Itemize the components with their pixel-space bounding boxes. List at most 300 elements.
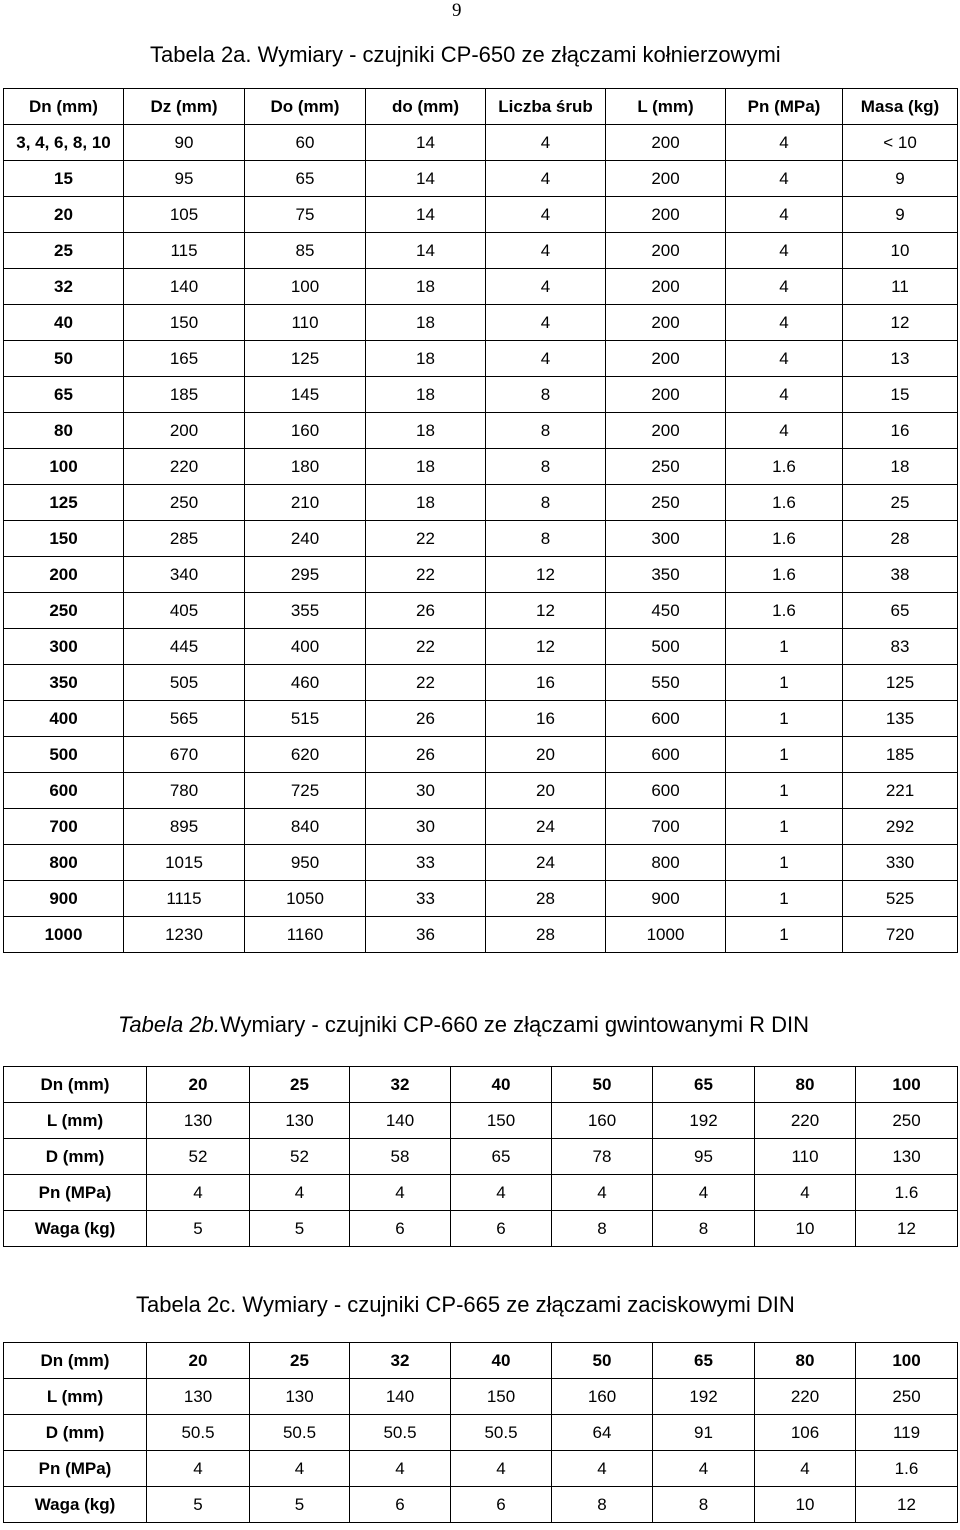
table-cell: 8: [486, 449, 606, 485]
table-cell: 18: [366, 413, 486, 449]
table-row: [4, 881, 958, 917]
table-cell: 6: [350, 1487, 451, 1523]
table-row: [4, 593, 958, 629]
table-cell: 220: [124, 449, 245, 485]
table-cell: 8: [653, 1211, 755, 1247]
table-cell: 80: [755, 1343, 856, 1379]
table-cell: Pn (MPa): [4, 1451, 147, 1487]
table-cell: 460: [245, 665, 366, 701]
table-cell: 50.5: [451, 1415, 552, 1451]
table-cell: 1: [726, 881, 843, 917]
table-cell: 200: [606, 377, 726, 413]
table-cell: 12: [486, 593, 606, 629]
table-cell: 80: [755, 1067, 856, 1103]
table-cell: 16: [843, 413, 958, 449]
table-cell: 840: [245, 809, 366, 845]
table-cell: 8: [552, 1211, 653, 1247]
table-cell: 26: [366, 593, 486, 629]
table-cell: 405: [124, 593, 245, 629]
table-cell: 9: [843, 197, 958, 233]
table-row: [4, 377, 958, 413]
table-cell: 192: [653, 1379, 755, 1415]
table-cell: 4: [486, 233, 606, 269]
table-cell: 125: [245, 341, 366, 377]
table-cell: 8: [486, 377, 606, 413]
table-cell: 185: [124, 377, 245, 413]
table-cell: 1.6: [856, 1451, 958, 1487]
table-cell: 4: [486, 341, 606, 377]
table-cell: 4: [147, 1175, 250, 1211]
table-cell: 18: [366, 341, 486, 377]
table-cell: 18: [843, 449, 958, 485]
table-cell: 50.5: [350, 1415, 451, 1451]
table-cell: Waga (kg): [4, 1487, 147, 1523]
table-cell: 3, 4, 6, 8, 10: [4, 125, 124, 161]
table-row: [4, 449, 958, 485]
table-cell: 150: [451, 1379, 552, 1415]
table-row: [4, 737, 958, 773]
table-cell: 200: [606, 233, 726, 269]
table-a: [3, 88, 958, 953]
table-cell: 250: [124, 485, 245, 521]
table-cell: 32: [4, 269, 124, 305]
table-cell: 6: [451, 1211, 552, 1247]
table-cell: 1.6: [726, 449, 843, 485]
table-cell: 200: [606, 341, 726, 377]
table-cell: 725: [245, 773, 366, 809]
table-cell: 4: [486, 161, 606, 197]
table-cell: 160: [552, 1379, 653, 1415]
table-row: [4, 269, 958, 305]
table-cell: 200: [606, 125, 726, 161]
table-cell: 22: [366, 557, 486, 593]
table-a-header-cell: L (mm): [606, 89, 726, 125]
table-cell: 900: [4, 881, 124, 917]
table-cell: 140: [350, 1379, 451, 1415]
table-row: [4, 1487, 958, 1523]
table-cell: 20: [486, 737, 606, 773]
table-a-header-cell: Dn (mm): [4, 89, 124, 125]
table-cell: 100: [4, 449, 124, 485]
table-cell: 26: [366, 701, 486, 737]
table-cell: 4: [350, 1451, 451, 1487]
table-cell: 13: [843, 341, 958, 377]
table-row: [4, 701, 958, 737]
table-cell: 4: [250, 1451, 350, 1487]
table-cell: 285: [124, 521, 245, 557]
table-cell: 28: [843, 521, 958, 557]
table-cell: 4: [451, 1451, 552, 1487]
table-cell: 4: [552, 1451, 653, 1487]
table-cell: 780: [124, 773, 245, 809]
table-cell: 50: [4, 341, 124, 377]
table-cell: 33: [366, 881, 486, 917]
table-cell: 1015: [124, 845, 245, 881]
table-cell: 4: [726, 377, 843, 413]
table-cell: 130: [147, 1103, 250, 1139]
table-cell: 1000: [4, 917, 124, 953]
table-cell: 1: [726, 629, 843, 665]
table-cell: 1: [726, 809, 843, 845]
table-cell: 4: [726, 341, 843, 377]
table-cell: L (mm): [4, 1103, 147, 1139]
table-cell: 250: [4, 593, 124, 629]
table-a-header-row: [4, 89, 958, 125]
table-cell: 95: [124, 161, 245, 197]
table-cell: 4: [726, 233, 843, 269]
table-cell: 4: [486, 197, 606, 233]
table-cell: 15: [4, 161, 124, 197]
table-cell: 130: [147, 1379, 250, 1415]
table-cell: 720: [843, 917, 958, 953]
table-cell: 91: [653, 1415, 755, 1451]
table-cell: 6: [451, 1487, 552, 1523]
table-cell: 145: [245, 377, 366, 413]
table-cell: 4: [726, 125, 843, 161]
table-cell: D (mm): [4, 1139, 147, 1175]
table-cell: 1: [726, 845, 843, 881]
table-b-body: [4, 1067, 958, 1247]
table-row: [4, 845, 958, 881]
table-cell: Pn (MPa): [4, 1175, 147, 1211]
table-cell: 18: [366, 269, 486, 305]
table-cell: 4: [726, 305, 843, 341]
table-cell: 200: [606, 269, 726, 305]
table-cell: 1.6: [726, 557, 843, 593]
table-cell: 125: [843, 665, 958, 701]
table-cell: 40: [451, 1067, 552, 1103]
table-cell: 1: [726, 773, 843, 809]
table-cell: 1160: [245, 917, 366, 953]
table-cell: 11: [843, 269, 958, 305]
table-row: [4, 125, 958, 161]
table-cell: 200: [606, 161, 726, 197]
table-cell: 900: [606, 881, 726, 917]
table-cell: 50.5: [250, 1415, 350, 1451]
table-cell: 22: [366, 629, 486, 665]
table-row: [4, 1415, 958, 1451]
table-cell: 65: [843, 593, 958, 629]
table-cell: 20: [147, 1343, 250, 1379]
table-cell: 33: [366, 845, 486, 881]
table-cell: 20: [147, 1067, 250, 1103]
table-cell: Waga (kg): [4, 1211, 147, 1247]
table-cell: 130: [250, 1379, 350, 1415]
table-cell: 12: [486, 557, 606, 593]
table-b-caption-label: Tabela 2b.: [118, 1012, 220, 1037]
table-cell: 65: [245, 161, 366, 197]
table-a-header-cell: Dz (mm): [124, 89, 245, 125]
table-a-header-cell: Do (mm): [245, 89, 366, 125]
table-cell: 400: [245, 629, 366, 665]
table-cell: 620: [245, 737, 366, 773]
table-cell: 220: [755, 1379, 856, 1415]
table-c: [3, 1342, 958, 1523]
table-cell: 52: [250, 1139, 350, 1175]
table-row: [4, 305, 958, 341]
page-number: 9: [452, 0, 462, 21]
table-cell: 400: [4, 701, 124, 737]
table-row: [4, 1175, 958, 1211]
table-cell: 5: [147, 1487, 250, 1523]
table-cell: 50: [552, 1343, 653, 1379]
table-b: [3, 1066, 958, 1247]
table-cell: 60: [245, 125, 366, 161]
table-cell: 130: [856, 1139, 958, 1175]
table-cell: 1.6: [856, 1175, 958, 1211]
table-cell: 340: [124, 557, 245, 593]
table-cell: 22: [366, 521, 486, 557]
table-cell: 106: [755, 1415, 856, 1451]
table-cell: 700: [606, 809, 726, 845]
table-cell: 6: [350, 1211, 451, 1247]
table-cell: 240: [245, 521, 366, 557]
table-cell: 18: [366, 305, 486, 341]
table-row: [4, 521, 958, 557]
table-cell: 65: [653, 1343, 755, 1379]
table-row: [4, 1211, 958, 1247]
table-cell: 40: [451, 1343, 552, 1379]
table-cell: 295: [245, 557, 366, 593]
table-cell: 600: [4, 773, 124, 809]
table-cell: 100: [245, 269, 366, 305]
table-cell: 150: [451, 1103, 552, 1139]
table-cell: L (mm): [4, 1379, 147, 1415]
table-cell: 14: [366, 125, 486, 161]
table-cell: 800: [4, 845, 124, 881]
table-cell: 200: [606, 197, 726, 233]
table-cell: 350: [4, 665, 124, 701]
table-cell: 500: [4, 737, 124, 773]
table-cell: 16: [486, 665, 606, 701]
table-cell: 8: [486, 413, 606, 449]
table-cell: 40: [4, 305, 124, 341]
table-row: [4, 197, 958, 233]
table-row: [4, 413, 958, 449]
table-cell: 10: [755, 1487, 856, 1523]
table-cell: 250: [856, 1103, 958, 1139]
table-cell: 38: [843, 557, 958, 593]
table-cell: 300: [4, 629, 124, 665]
table-cell: 64: [552, 1415, 653, 1451]
table-cell: 8: [552, 1487, 653, 1523]
table-cell: 4: [147, 1451, 250, 1487]
table-cell: 160: [245, 413, 366, 449]
table-row: [4, 1139, 958, 1175]
table-cell: 50: [552, 1067, 653, 1103]
table-cell: 292: [843, 809, 958, 845]
table-cell: 4: [755, 1175, 856, 1211]
table-cell: 115: [124, 233, 245, 269]
table-cell: 20: [4, 197, 124, 233]
table-cell: 180: [245, 449, 366, 485]
table-cell: 150: [124, 305, 245, 341]
table-a-header-cell: Liczba śrub: [486, 89, 606, 125]
table-cell: 1.6: [726, 593, 843, 629]
table-cell: 445: [124, 629, 245, 665]
table-b-caption-text: Wymiary - czujniki CP-660 ze złączami gwintowanymi R DIN: [219, 1012, 810, 1037]
table-cell: 78: [552, 1139, 653, 1175]
table-row: [4, 1103, 958, 1139]
table-cell: 1: [726, 917, 843, 953]
table-cell: 500: [606, 629, 726, 665]
table-a-header-cell: Masa (kg): [843, 89, 958, 125]
table-cell: 110: [245, 305, 366, 341]
table-cell: 1: [726, 737, 843, 773]
table-cell: 110: [755, 1139, 856, 1175]
table-cell: 105: [124, 197, 245, 233]
table-cell: 14: [366, 197, 486, 233]
table-cell: 4: [653, 1175, 755, 1211]
table-cell: 350: [606, 557, 726, 593]
table-row: [4, 1379, 958, 1415]
table-cell: 14: [366, 161, 486, 197]
table-cell: 15: [843, 377, 958, 413]
table-cell: 165: [124, 341, 245, 377]
table-cell: 800: [606, 845, 726, 881]
table-cell: 1: [726, 665, 843, 701]
table-a-caption: Tabela 2a. Wymiary - czujniki CP-650 ze złączami kołnierzowymi: [150, 42, 781, 67]
table-cell: 600: [606, 701, 726, 737]
table-cell: 160: [552, 1103, 653, 1139]
table-cell: 18: [366, 485, 486, 521]
table-cell: 565: [124, 701, 245, 737]
table-cell: 30: [366, 773, 486, 809]
table-cell: 65: [4, 377, 124, 413]
table-cell: 24: [486, 809, 606, 845]
table-cell: 135: [843, 701, 958, 737]
table-cell: 670: [124, 737, 245, 773]
table-b-caption: [118, 1012, 809, 1038]
table-cell: 700: [4, 809, 124, 845]
table-cell: 9: [843, 161, 958, 197]
table-cell: 192: [653, 1103, 755, 1139]
table-cell: 4: [486, 125, 606, 161]
table-cell: 4: [486, 269, 606, 305]
table-cell: 32: [350, 1343, 451, 1379]
table-cell: 505: [124, 665, 245, 701]
table-cell: 65: [653, 1067, 755, 1103]
table-row: [4, 809, 958, 845]
table-cell: 210: [245, 485, 366, 521]
table-cell: 5: [250, 1211, 350, 1247]
table-cell: 130: [250, 1103, 350, 1139]
table-row: [4, 1451, 958, 1487]
table-cell: 250: [606, 449, 726, 485]
table-cell: 4: [726, 413, 843, 449]
table-cell: 4: [451, 1175, 552, 1211]
table-cell: 8: [486, 521, 606, 557]
table-cell: 330: [843, 845, 958, 881]
table-cell: 4: [350, 1175, 451, 1211]
table-cell: 95: [653, 1139, 755, 1175]
table-cell: 25: [250, 1343, 350, 1379]
table-cell: 12: [856, 1211, 958, 1247]
table-cell: 1: [726, 701, 843, 737]
table-row: [4, 665, 958, 701]
table-cell: Dn (mm): [4, 1343, 147, 1379]
table-cell: 1000: [606, 917, 726, 953]
table-cell: 221: [843, 773, 958, 809]
table-cell: 25: [4, 233, 124, 269]
table-cell: 950: [245, 845, 366, 881]
table-cell: 300: [606, 521, 726, 557]
table-cell: < 10: [843, 125, 958, 161]
table-c-body: [4, 1343, 958, 1523]
table-cell: 1.6: [726, 521, 843, 557]
table-row: [4, 233, 958, 269]
table-cell: 65: [451, 1139, 552, 1175]
table-cell: 4: [250, 1175, 350, 1211]
table-cell: 100: [856, 1067, 958, 1103]
table-cell: 16: [486, 701, 606, 737]
table-cell: 58: [350, 1139, 451, 1175]
table-row: [4, 917, 958, 953]
table-cell: 100: [856, 1343, 958, 1379]
table-cell: 90: [124, 125, 245, 161]
table-cell: 36: [366, 917, 486, 953]
table-cell: 28: [486, 881, 606, 917]
table-cell: 220: [755, 1103, 856, 1139]
table-cell: 80: [4, 413, 124, 449]
table-cell: 1.6: [726, 485, 843, 521]
table-cell: 26: [366, 737, 486, 773]
table-row: [4, 1067, 958, 1103]
table-cell: 20: [486, 773, 606, 809]
table-cell: 75: [245, 197, 366, 233]
table-cell: 185: [843, 737, 958, 773]
table-cell: 50.5: [147, 1415, 250, 1451]
table-row: [4, 629, 958, 665]
table-cell: 8: [653, 1487, 755, 1523]
table-row: [4, 1343, 958, 1379]
table-cell: 52: [147, 1139, 250, 1175]
table-cell: 4: [653, 1451, 755, 1487]
table-cell: 25: [250, 1067, 350, 1103]
table-a-body: [4, 125, 958, 953]
table-cell: 525: [843, 881, 958, 917]
table-cell: 200: [606, 305, 726, 341]
table-c-caption: Tabela 2c. Wymiary - czujniki CP-665 ze złączami zaciskowymi DIN: [136, 1292, 795, 1317]
table-cell: 10: [755, 1211, 856, 1247]
table-cell: 12: [856, 1487, 958, 1523]
table-cell: 25: [843, 485, 958, 521]
table-row: [4, 557, 958, 593]
table-cell: 30: [366, 809, 486, 845]
table-a-header-cell: do (mm): [366, 89, 486, 125]
table-cell: 450: [606, 593, 726, 629]
table-cell: 119: [856, 1415, 958, 1451]
table-cell: 355: [245, 593, 366, 629]
table-row: [4, 485, 958, 521]
table-cell: 600: [606, 737, 726, 773]
table-cell: Dn (mm): [4, 1067, 147, 1103]
table-cell: 18: [366, 449, 486, 485]
table-cell: 1115: [124, 881, 245, 917]
table-cell: 1050: [245, 881, 366, 917]
table-cell: 5: [250, 1487, 350, 1523]
table-cell: 895: [124, 809, 245, 845]
table-cell: 140: [124, 269, 245, 305]
table-cell: 200: [124, 413, 245, 449]
table-cell: 4: [726, 161, 843, 197]
table-row: [4, 161, 958, 197]
table-cell: 250: [856, 1379, 958, 1415]
table-cell: 4: [726, 197, 843, 233]
table-cell: 200: [4, 557, 124, 593]
table-cell: D (mm): [4, 1415, 147, 1451]
table-cell: 12: [843, 305, 958, 341]
